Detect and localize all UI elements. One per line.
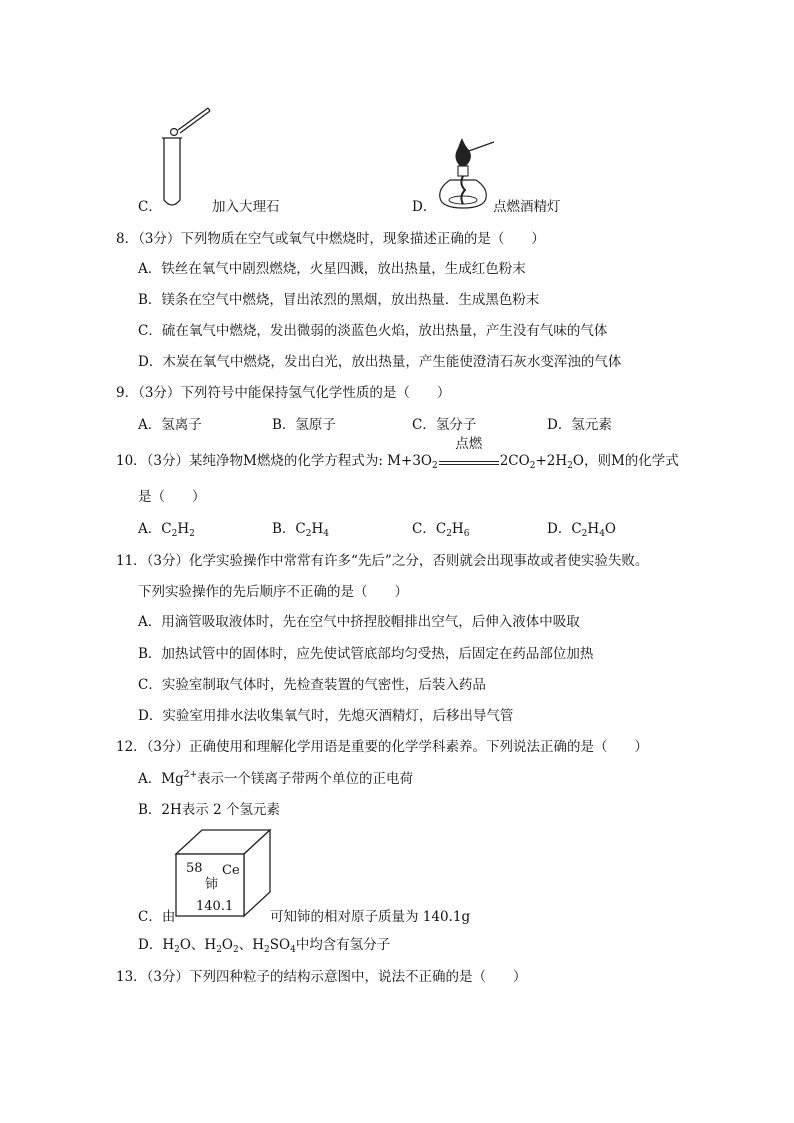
- q10-option-d: D．$C_2H_4O$: [547, 521, 616, 539]
- q9-option-a: A．氢离子: [138, 417, 202, 433]
- test-tube-with-dropper-figure: [150, 100, 220, 210]
- q10-option-c: C．$C_2H_6$: [412, 521, 470, 539]
- q12-option-c-text: 可知铈的相对原子质量为 140.1g: [270, 909, 471, 925]
- q11-option-a: A．用滴管吸取液体时，先在空气中挤捏胶帽排出空气，后伸入液体中吸取: [138, 614, 580, 630]
- q8-option-d: D．木炭在氧气中燃烧，发出白光，放出热量，产生能使澄清石灰水变浑浊的气体: [138, 354, 622, 370]
- q8-option-b: B．镁条在空气中燃烧，冒出浓烈的黑烟，放出热量．生成黑色粉末: [138, 292, 540, 308]
- q12-stem: 12．（3分）正确使用和理解化学用语是重要的化学学科素养。下列说法正确的是（ ）: [116, 739, 649, 755]
- cube-element-symbol: Ce: [222, 863, 240, 878]
- q8-option-c: C．硫在氧气中燃烧，发出微弱的淡蓝色火焰，放出热量，产生没有气味的气体: [138, 323, 608, 339]
- q7-option-d-label: D．: [412, 199, 437, 215]
- q13-stem: 13．（3分）下列四种粒子的结构示意图中，说法不正确的是（ ）: [116, 969, 527, 985]
- q10-stem-line1: 10．（3分）某纯净物M燃烧的化学方程式为: $M+3O_2$ 点燃 $2CO_2+2H_2O$，则M的化学式: [116, 436, 679, 471]
- q11-stem-line1: 11．（3分）化学实验操作中常常有许多“先后”之分，否则就会出现事故或者使实验失败。: [116, 553, 649, 569]
- reaction-equals-line: [439, 461, 499, 465]
- q9-option-b: B．氢原子: [272, 417, 336, 433]
- q8-stem: 8．（3分）下列物质在空气或氧气中燃烧时，现象描述正确的是（ ）: [116, 231, 545, 247]
- q9-option-d: D．氢元素: [547, 417, 612, 433]
- q9-option-c: C．氢分子: [412, 417, 477, 433]
- reaction-condition: [439, 436, 499, 465]
- cube-atomic-mass: 140.1: [196, 899, 234, 914]
- cube-element-name: 铈: [205, 877, 219, 892]
- q12-option-a: A．$Mg^{2+}$表示一个镁离子带两个单位的正电荷: [138, 770, 413, 787]
- q10-stem-post: ，则M的化学式: [583, 453, 679, 469]
- cube-atomic-number: 58: [186, 861, 203, 876]
- q11-option-c: C．实验室制取气体时，先检查装置的气密性，后装入药品: [138, 677, 486, 693]
- q11-option-d: D．实验室用排水法收集氧气时，先熄灭酒精灯，后移出导气管: [138, 708, 514, 724]
- q10-stem-line2: 是（ ）: [138, 489, 206, 505]
- q12-option-d: D．$H_2O$、$H_2O_2$、$H_2SO_4$中均含有氢分子: [138, 937, 391, 955]
- q11-option-b: B．加热试管中的固体时，应先使试管底部均匀受热，后固定在药品部位加热: [138, 646, 594, 662]
- q12-option-b: B．2H表示 2 个氢元素: [138, 802, 280, 818]
- q10-option-b: B．$C_2H_4$: [272, 521, 330, 539]
- reaction-condition-label: 点燃: [455, 436, 483, 452]
- q9-stem: 9．（3分）下列符号中能保持氢气化学性质的是（ ）: [116, 385, 451, 401]
- q12-option-c-label: C．由: [138, 909, 176, 925]
- q7-option-c-label: C．: [138, 199, 162, 215]
- q7-option-c-text: 加入大理石: [212, 199, 280, 215]
- q10-stem-pre: 10．（3分）某纯净物M燃烧的化学方程式为: M+3O: [116, 453, 432, 469]
- q8-option-a: A．铁丝在氧气中剧烈燃烧，火星四溅，放出热量，生成红色粉末: [138, 261, 526, 277]
- q11-stem-line2: 下列实验操作的先后顺序不正确的是（ ）: [138, 584, 408, 600]
- q7-option-d-text: 点燃酒精灯: [493, 199, 561, 215]
- q10-option-a: A．$C_2H_2$: [138, 521, 195, 539]
